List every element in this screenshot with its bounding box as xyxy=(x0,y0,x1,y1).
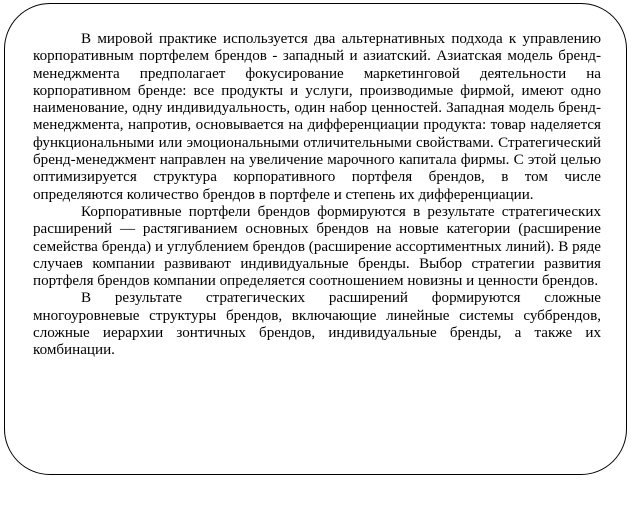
paragraph-approaches: В мировой практике используется два альтернативных подхода к управлению корпоративным портфелем брендов - западный и азиатский. Азиатская модель бренд-менеджмента предполагает фокусирование маркетинговой деятельности на корпоративном бренде: все продукты и услуги, производимые фирмой, имеют одно наименование, одну индивидуальность, один набор ценностей. Западная модель бренд-менеджмента, напротив, основывается на дифференциации продукта: товар наделяется функциональными или эмоциональными отличительными свойствами. Стратегический бренд-менеджмент направлен на увеличение марочного капитала фирмы. С этой целью оптимизируется структура корпоративного портфеля брендов, в том числе определяются количество брендов в портфеле и степень их дифференциации. xyxy=(33,31,601,203)
text-block xyxy=(33,31,601,360)
paragraph-portfolios: Корпоративные портфели брендов формируются в результате стратегических расширений — растягиванием основных брендов на новые категории (расширение семейства бренда) и углублением брендов (расширение ассортиментных линий). В ряде случаев компании развивают индивидуальные бренды. Выбор стратегии развития портфеля брендов компании определяется соотношением новизны и ценности брендов. xyxy=(33,203,601,290)
paragraph-extensions: В результате стратегических расширений формируются сложные многоуровневые структуры брендов, включающие линейные системы суббрендов, сложные иерархии зонтичных брендов, индивидуальные бренды, а также их комбинации. xyxy=(33,290,601,359)
